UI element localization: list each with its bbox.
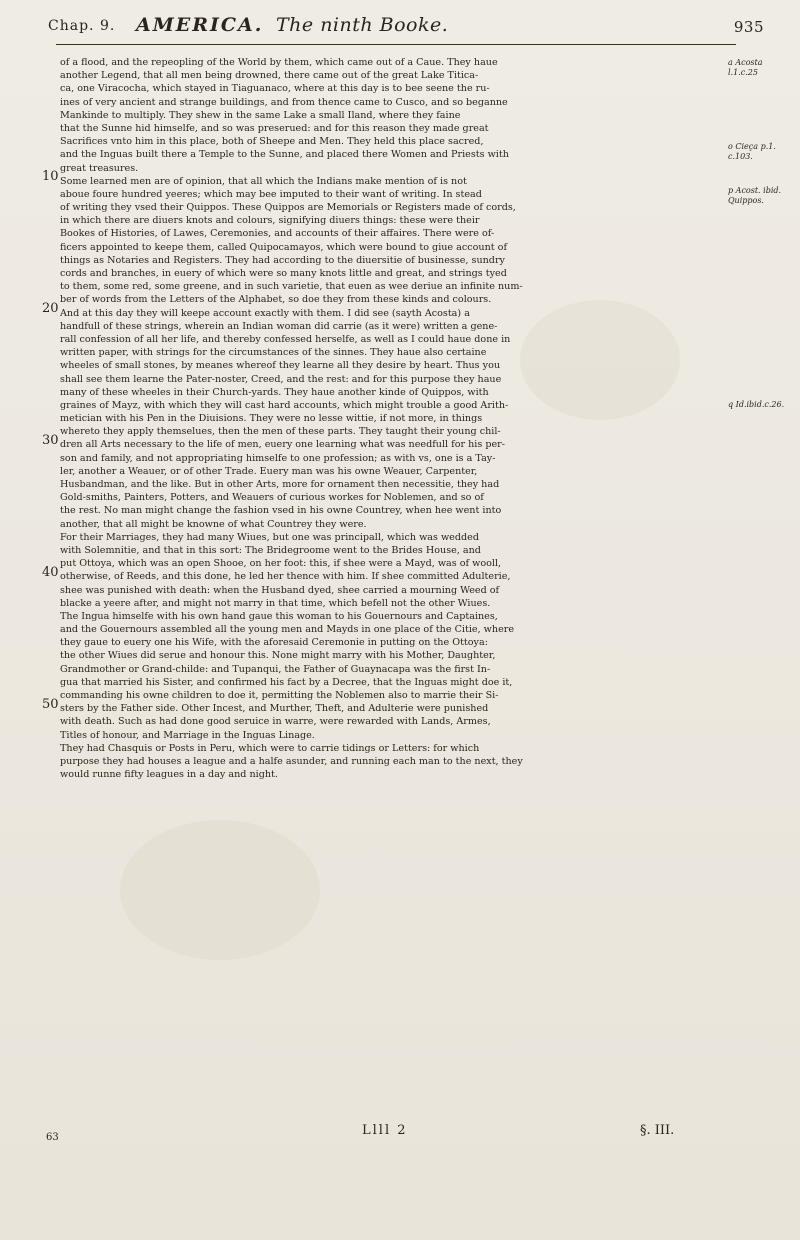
body-text (60, 56, 716, 781)
paper-stain (120, 820, 320, 960)
text-line: Bookes of Histories, of Lawes, Ceremonies, and accounts of their affaires. There were of- (60, 228, 495, 240)
text-line: wheeles of small stones, by meanes whereof they learne all they desire by heart. Thus you (60, 360, 501, 372)
text-line: great treasures. (60, 162, 139, 174)
text-line: Husbandman, and the like. But in other Arts, more for ornament then necessitie, they had (60, 479, 500, 490)
text-line: Some learned men are of opinion, that all which the Indians make mention of is not (60, 175, 467, 187)
text-line: handfull of these strings, wherein an Indian woman did carrie (as it were) written a gene- (60, 320, 498, 332)
text-line: in which there are diuers knots and colours, signifying diuers things: these were their (60, 215, 480, 227)
text-line: Gold-smiths, Painters, Potters, and Weauers of curious workes for Noblemen, and so of (60, 492, 484, 504)
text-line: Titles of honour, and Marriage in the Inguas Linage. (60, 729, 315, 741)
text-line: of writing they vsed their Quippos. These Quippos are Memorials or Registers made of cords, (60, 202, 516, 214)
text-line: sters by the Father side. Other Incest, and Murther, Theft, and Adulterie were punished (60, 703, 489, 715)
text-line: Sacrifices vnto him in this place, both of Sheepe and Men. They held this place sacred, (60, 136, 484, 148)
text-line: ca, one Viracocha, which stayed in Tiaguanaco, where at this day is to bee seene the ru- (60, 83, 490, 95)
text-line: ler, another a Weauer, or of other Trade. Euery man was his owne Weauer, Carpenter, (60, 465, 478, 477)
text-line: graines of Mayz, with which they will cast hard accounts, which might trouble a good Arith- (60, 399, 509, 411)
marginal-mark: 63 (46, 1132, 59, 1143)
text-line: shall see them learne the Pater-noster, Creed, and the rest: and for this purpose they haue (60, 373, 502, 385)
text-line: otherwise, of Reeds, and this done, he led her thence with him. If shee committed Adulterie, (60, 571, 511, 583)
margin-note: a Acosta l.1.c.25 (728, 58, 763, 77)
text-line: the other Wiues did serue and honour this. None might marry with his Mother, Daughter, (60, 650, 496, 662)
text-line: aboue foure hundred yeeres; which may bee imputed to their want of writing. In stead (60, 188, 482, 200)
line-number: 10 (42, 169, 59, 184)
text-line: many of these wheeles in their Church-yards. They haue another kinde of Quippos, with (60, 386, 489, 398)
text-line: For their Marriages, they had many Wiues, but one was principall, which was wedded (60, 531, 479, 543)
text-line: would runne fifty leagues in a day and night. (60, 769, 278, 781)
text-line: ber of words from the Letters of the Alphabet, so doe they from these kinds and colours. (60, 294, 492, 306)
text-line: metician with his Pen in the Diuisions. They were no lesse wittie, if not more, in things (60, 413, 483, 425)
page-number: 935 (733, 18, 764, 36)
text-line: The Ingua himselfe with his own hand gaue this woman to his Gouernours and Captaines, (60, 610, 498, 622)
margin-note: p Acost. ibid. Quippos. (728, 186, 782, 205)
text-line: ficers appointed to keepe them, called Quipocamayos, which were bound to giue account of (60, 241, 507, 253)
text-line: Mankinde to multiply. They shew in the same Lake a small Iland, where they faine (60, 109, 461, 121)
text-line: that the Sunne hid himselfe, and so was preserued: and for this reason they made great (60, 122, 489, 134)
catchword: §. III. (640, 1123, 675, 1138)
text-line: They had Chasquis or Posts in Peru, which were to carrie tidings or Letters: for which (60, 742, 480, 754)
text-line: and the Inguas built there a Temple to the Sunne, and placed there Women and Priests with (60, 149, 509, 161)
text-line: Grandmother or Grand-childe: and Tupanqui, the Father of Guaynacapa was the first In- (60, 663, 491, 675)
line-number: 40 (42, 565, 59, 580)
text-line: they gaue to euery one his Wife, with the aforesaid Ceremonie in putting on the Ottoya: (60, 637, 488, 649)
text-line: purpose they had houses a league and a halfe asunder, and running each man to the next, they (60, 755, 523, 767)
text-line: written paper, with strings for the circumstances of the sinnes. They haue also certaine (60, 347, 487, 359)
text-line: son and family, and not appropriating himselfe to one profession; as with vs, one is a Tay- (60, 452, 496, 464)
text-line: shee was punished with death: when the Husband dyed, shee carried a mourning Weed of (60, 584, 500, 596)
text-line: the rest. No man might change the fashion vsed in his owne Countrey, when hee went into (60, 505, 502, 517)
text-line: to them, some red, some greene, and in such varietie, that euen as wee deriue an infinite num- (60, 281, 523, 293)
text-line: things as Notaries and Registers. They had according to the diuersitie of businesse, sundry (60, 254, 505, 266)
line-number: 30 (42, 433, 59, 448)
margin-note: o Cieça p.1. c.103. (728, 142, 776, 161)
text-line: whereto they apply themselues, then the men of these parts. They taught their young chil- (60, 426, 501, 438)
line-number: 20 (42, 301, 59, 316)
text-line: with death. Such as had done good seruice in warre, were rewarded with Lands, Armes, (60, 716, 491, 728)
text-line: commanding his owne children to doe it, permitting the Noblemen also to marrie their Si- (60, 690, 499, 701)
text-line: blacke a yeere after, and might not marry in that time, which befell not the other Wiues. (60, 597, 491, 609)
text-line: dren all Arts necessary to the life of men, euery one learning what was needfull for his per- (60, 439, 505, 451)
text-line: And at this day they will keepe account exactly with them. I did see (sayth Acosta) a (60, 307, 470, 319)
margin-note: q Id.ibid.c.26. (728, 400, 785, 409)
section-title: AMERICA. (136, 14, 264, 36)
running-header (48, 12, 770, 42)
text-line: cords and branches, in euery of which were so many knots little and great, and strings tyed (60, 268, 507, 279)
chapter-label: Chap. 9. (48, 18, 116, 34)
text-line: another, that all might be knowne of what Countrey they were. (60, 518, 367, 530)
header-rule (56, 44, 736, 45)
text-line: of a flood, and the repeopling of the World by them, which came out of a Caue. They haue (60, 57, 498, 68)
text-line: gua that married his Sister, and confirmed his fact by a Decree, that the Inguas might doe it, (60, 676, 513, 688)
text-line: ines of very ancient and strange buildings, and from thence came to Cusco, and so beganne (60, 96, 508, 108)
line-number: 50 (42, 697, 59, 712)
book-title: The ninth Booke. (276, 14, 449, 36)
text-line: with Solemnitie, and that in this sort: The Bridegroome went to the Brides House, and (60, 544, 481, 556)
text-line: another Legend, that all men being drowned, there came out of the great Lake Titica- (60, 70, 479, 82)
text-line: and the Gouernours assembled all the young men and Mayds in one place of the Citie, where (60, 624, 515, 636)
text-line: rall confession of all her life, and thereby confessed herselfe, as well as I could haue done in (60, 333, 511, 345)
text-line: put Ottoya, which was an open Shooe, on her foot: this, if shee were a Mayd, was of wooll, (60, 558, 502, 570)
signature-mark: Llll 2 (362, 1123, 408, 1138)
